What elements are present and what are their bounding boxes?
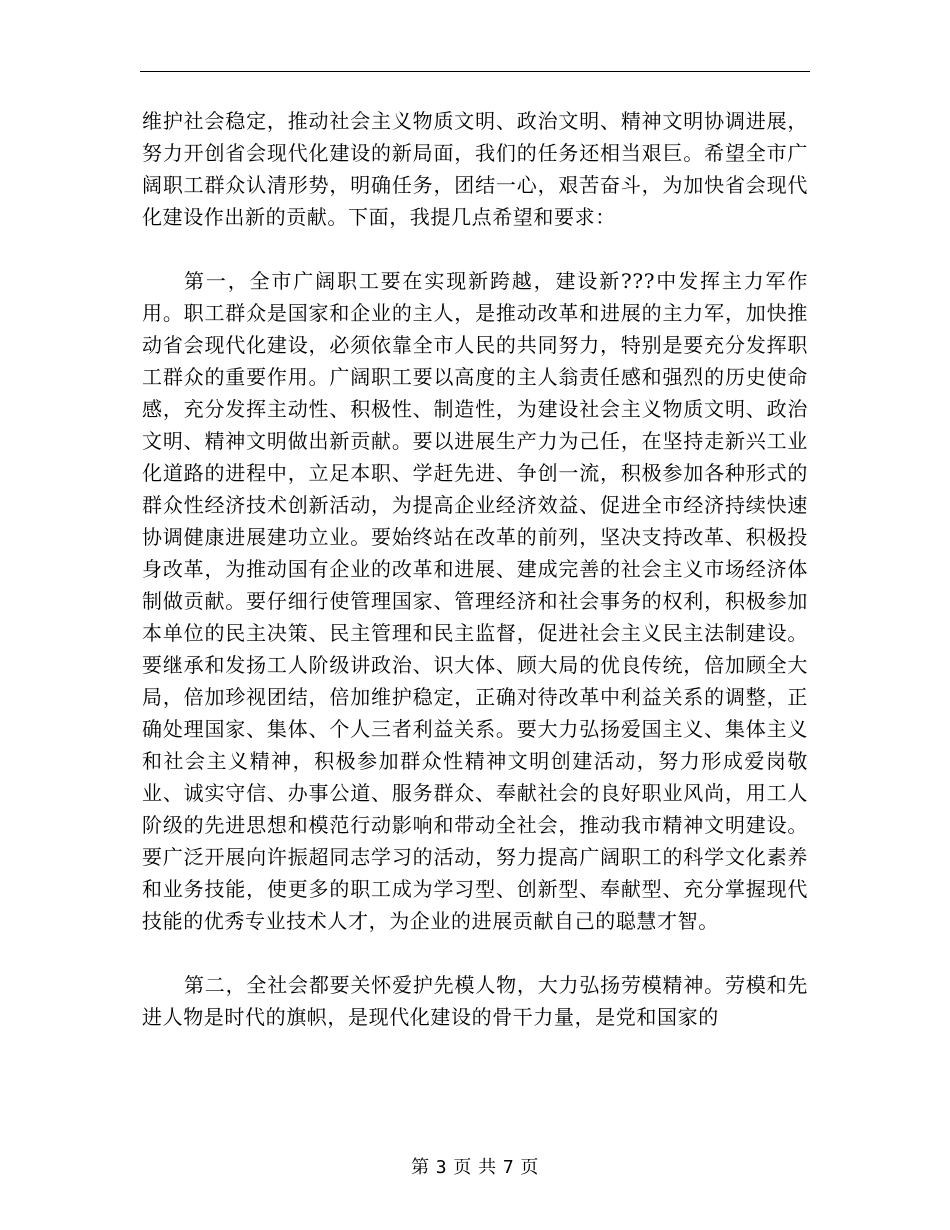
document-body (142, 105, 808, 1033)
footer-prefix: 第 (411, 1157, 430, 1178)
paragraph-gap (142, 937, 808, 969)
header-rule (140, 71, 810, 72)
paragraph-intro-continuation: 维护社会稳定，推动社会主义物质文明、政治文明、精神文明协调进展，努力开创省会现代化建设的新局面，我们的任务还相当艰巨。希望全市广阔职工群众认清形势，明确任务，团结一心，艰苦奋斗，为加快省会现代化建设作出新的贡献。下面，我提几点希望和要求： (142, 109, 808, 229)
paragraph-first-point: 第一，全市广阔职工要在实现新跨越，建设新???中发挥主力军作用。职工群众是国家和企业的主人，是推动改革和进展的主力军，加快推动省会现代化建设，必须依靠全市人民的共同努力，特别是要充分发挥职工群众的重要作用。广阔职工要以高度的主人翁责任感和强烈的历史使命感，充分发挥主动性、积极性、制造性，为建设社会主义物质文明、政治文明、精神文明做出新贡献。要以进展生产力为己任，在坚持走新兴工业化道路的进程中，立足本职、学赶先进、争创一流，积极参加各种形式的群众性经济技术创新活动，为提高企业经济效益、促进全市经济持续快速协调健康进展建功立业。要始终站在改革的前列，坚决支持改革、积极投身改革，为推动国有企业的改革和进展、建成完善的社会主义市场经济体制做贡献。要仔细行使管理国家、管理经济和社会事务的权利，积极参加本单位的民主决策、民主管理和民主监督，促进社会主义民主法制建设。要继承和发扬工人阶级讲政治、识大体、顾大局的优良传统，倍加顾全大局，倍加珍视团结，倍加维护稳定，正确对待改革中利益关系的调整，正确处理国家、集体、个人三者利益关系。要大力弘扬爱国主义、集体主义和社会主义精神，积极参加群众性精神文明创建活动，努力形成爱岗敬业、诚实守信、办事公道、服务群众、奉献社会的良好职业风尚，用工人阶级的先进思想和模范行动影响和带动全社会，推动我市精神文明建设。要广泛开展向许振超同志学习的活动，努力提高广阔职工的科学文化素养和业务技能，使更多的职工成为学习型、创新型、奉献型、充分掌握现代技能的优秀专业技术人才，为企业的进展贡献自己的聪慧才智。 (142, 269, 808, 933)
footer-suffix: 页 (520, 1157, 539, 1178)
footer-total-pages: 7 (502, 1157, 515, 1178)
footer-current-page: 3 (435, 1157, 448, 1178)
footer-middle: 页 共 (453, 1157, 497, 1178)
paragraph-gap (142, 233, 808, 265)
page-footer (0, 1153, 950, 1179)
paragraph-second-point: 第二，全社会都要关怀爱护先模人物，大力弘扬劳模精神。劳模和先进人物是时代的旗帜，是现代化建设的骨干力量，是党和国家的 (142, 973, 808, 1029)
